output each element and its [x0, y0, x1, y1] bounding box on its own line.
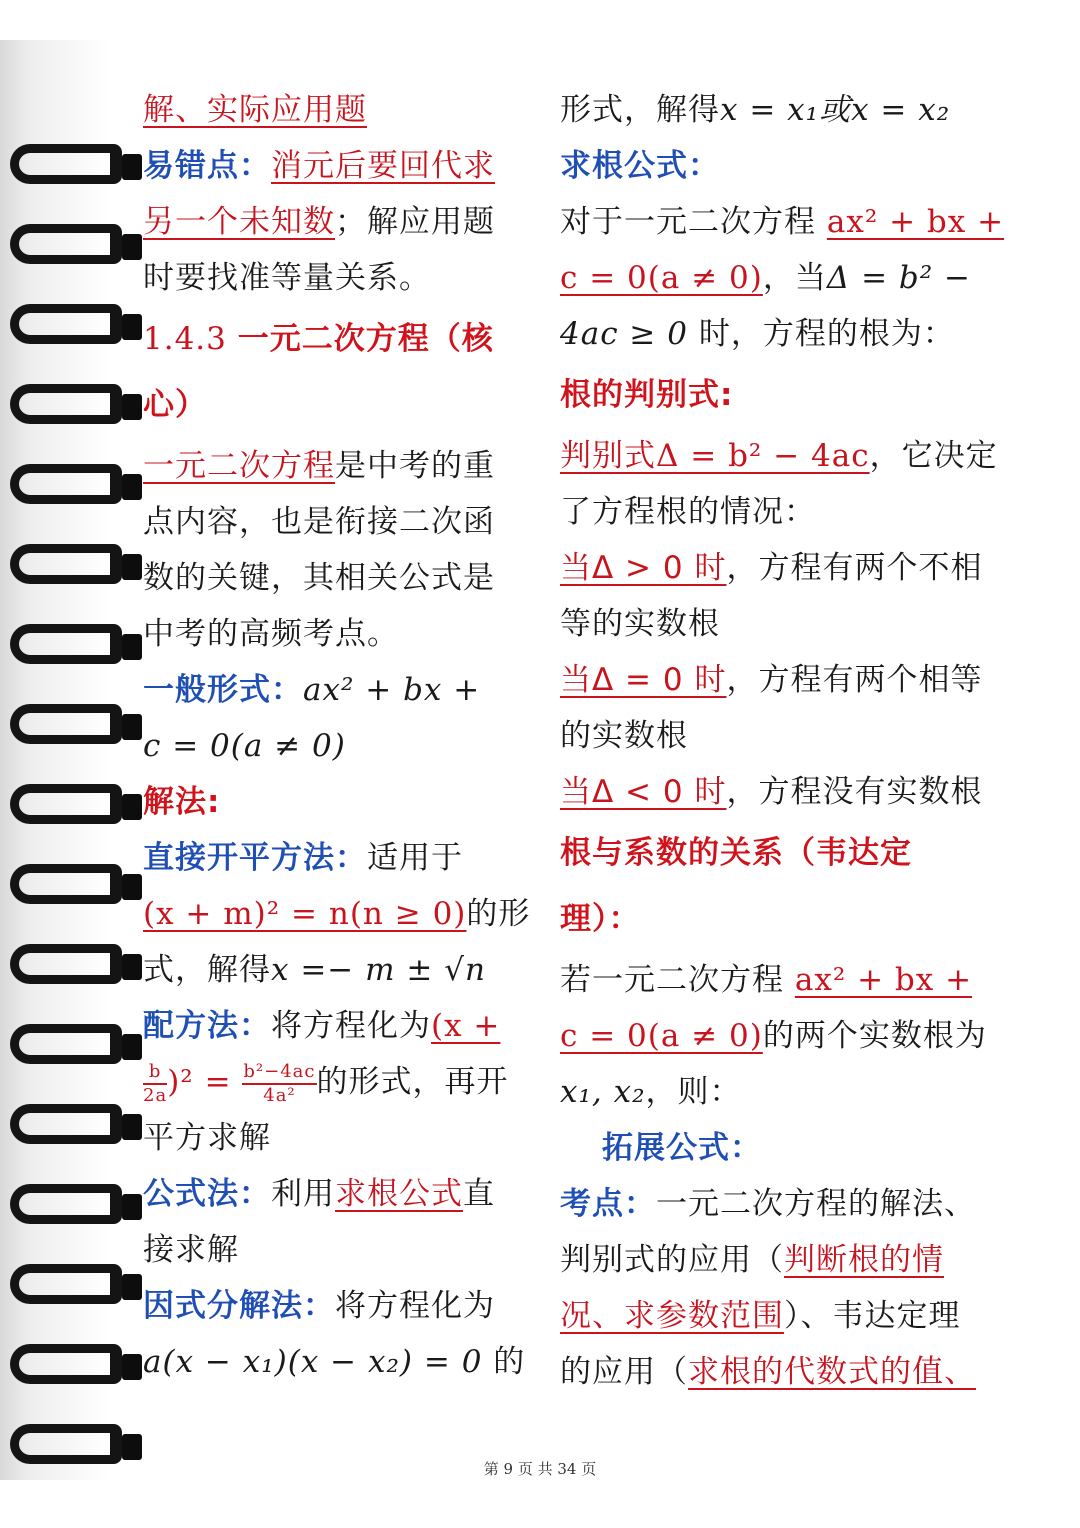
exam-point-label: 考点： — [560, 1186, 656, 1222]
body-text: 时要找准等量关系。 — [143, 260, 431, 296]
text-line — [560, 1232, 1000, 1288]
binding-ring — [10, 140, 135, 192]
highlight-text: 消元后要回代求 — [271, 148, 495, 184]
formula: (x + — [431, 1008, 501, 1044]
body-text: 若一元二次方程 — [560, 962, 795, 998]
binding-ring — [10, 1020, 135, 1072]
text-line — [143, 82, 518, 138]
text-line — [143, 830, 518, 886]
text-line — [143, 550, 518, 606]
binding-ring — [10, 380, 135, 432]
method-label: 直接开平方法： — [143, 840, 367, 876]
subheading — [560, 886, 1000, 952]
extended-formula-label: 拓展公式： — [602, 1130, 762, 1166]
formula: x =− m ± √n — [271, 952, 486, 988]
text-line — [143, 438, 518, 494]
formula: )² = — [167, 1064, 232, 1100]
section-heading — [143, 306, 518, 372]
body-text: 的 — [482, 1344, 526, 1380]
text-line — [560, 1120, 1000, 1176]
highlight-text: 判断根的情 — [784, 1242, 944, 1278]
body-text: 时，方程的根为： — [687, 316, 955, 352]
formula: x = x₁或x = x₂ — [720, 92, 951, 128]
text-line — [143, 1166, 518, 1222]
formula: ax² + bx + — [303, 672, 481, 708]
body-text: ，方程没有实数根 — [726, 774, 983, 810]
text-line — [143, 942, 518, 998]
binding-ring — [10, 940, 135, 992]
methods-heading: 解法: — [143, 784, 221, 820]
body-text: 的两个实数根为 — [762, 1018, 987, 1054]
formula: x₁, x₂ — [560, 1074, 646, 1110]
text-line — [143, 194, 518, 250]
method-label: 配方法： — [143, 1008, 271, 1044]
vieta-heading: 理）： — [560, 901, 641, 937]
binding-ring — [10, 540, 135, 592]
binding-ring — [10, 1260, 135, 1312]
body-text: 将方程化为 — [335, 1288, 495, 1324]
subheading — [560, 362, 1000, 428]
body-text: 对于一元二次方程 — [560, 204, 827, 240]
text-line — [143, 1278, 518, 1334]
formula: (x + m)² = n(n ≥ 0) — [143, 896, 467, 932]
body-text: 的应用（ — [560, 1354, 688, 1390]
text-line — [143, 1334, 526, 1390]
spiral-binding — [0, 40, 140, 1480]
vieta-heading: 根与系数的关系（韦达定 — [560, 835, 912, 871]
text-line — [560, 82, 1000, 138]
formula: c = 0(a ≠ 0) — [560, 260, 763, 296]
body-text: ，则： — [645, 1074, 742, 1110]
left-column — [143, 82, 531, 1390]
text-line — [560, 138, 1000, 194]
text-line — [560, 428, 1000, 484]
text-line — [560, 250, 1000, 306]
body-text: 利用 — [271, 1176, 335, 1212]
body-text: ，方程有两个相等 — [726, 662, 983, 698]
body-text: 的形 — [466, 896, 531, 932]
discriminant-heading: 根的判别式: — [560, 377, 734, 413]
text-line — [560, 652, 1000, 708]
highlight-text: 求根公式 — [335, 1176, 463, 1212]
formula: ax² + bx + — [794, 962, 973, 998]
body-text: 接求解 — [143, 1232, 239, 1268]
text-line — [143, 138, 518, 194]
section-title: 心） — [143, 387, 207, 423]
formula: Δ = b² − — [826, 260, 972, 296]
binding-ring — [10, 220, 135, 272]
text-line — [560, 764, 1000, 820]
text-line — [143, 606, 518, 662]
text-line — [560, 952, 1000, 1008]
binding-ring — [10, 700, 135, 752]
right-column — [560, 82, 1005, 1400]
text-line — [560, 708, 1000, 764]
text-line — [560, 596, 1000, 652]
text-line — [560, 1176, 1000, 1232]
formula: ax² + bx + — [826, 204, 1005, 240]
body-text: 形式，解得 — [560, 92, 720, 128]
section-heading — [143, 372, 518, 438]
body-text: 是中考的重 — [335, 448, 495, 484]
body-text: 的实数根 — [560, 718, 688, 754]
text-line — [560, 1344, 1000, 1400]
binding-ring — [10, 780, 135, 832]
body-text: ）、韦达定理 — [784, 1298, 961, 1334]
body-text: 的形式，再开 — [316, 1064, 509, 1100]
body-text: ，当 — [762, 260, 827, 296]
text-line — [143, 250, 518, 306]
text-line — [143, 1054, 518, 1110]
body-text: 点内容，也是衔接二次函 — [143, 504, 495, 540]
text-line — [560, 194, 1005, 250]
root-formula-label: 求根公式： — [560, 148, 720, 184]
body-text: 中考的高频考点。 — [143, 616, 399, 652]
formula: a(x − x₁)(x − x₂) = 0 — [143, 1344, 483, 1380]
body-text: 式，解得 — [143, 952, 271, 988]
subheading — [560, 820, 1000, 886]
highlight-text: 另一个未知数 — [143, 204, 335, 240]
text-line — [560, 1064, 1000, 1120]
formula: c = 0(a ≠ 0) — [143, 728, 346, 764]
body-text: 数的关键，其相关公式是 — [143, 560, 495, 596]
text-line — [143, 662, 518, 718]
binding-ring — [10, 460, 135, 512]
page-footer: 第 9 页 共 34 页 — [483, 1460, 597, 1478]
body-text: 等的实数根 — [560, 606, 720, 642]
binding-ring — [10, 1100, 135, 1152]
body-text: 平方求解 — [143, 1120, 271, 1156]
binding-ring — [10, 300, 135, 352]
fraction: $\frac{b}{2a}$ — [143, 1060, 168, 1106]
section-number: 1.4.3 — [143, 321, 238, 357]
condition-text: 当Δ < 0 时 — [560, 774, 727, 810]
binding-ring — [10, 1180, 135, 1232]
text-line — [143, 494, 518, 550]
section-title: 一元二次方程（核 — [237, 321, 494, 357]
text-line — [143, 998, 518, 1054]
body-text: ，它决定 — [869, 438, 998, 474]
body-text: 适用于 — [367, 840, 463, 876]
text-line — [560, 484, 1000, 540]
general-form-label: 一般形式： — [143, 672, 303, 708]
body-text: 直 — [463, 1176, 495, 1212]
formula: 判别式Δ = b² − 4ac — [560, 438, 870, 474]
highlight-text: 求根的代数式的值、 — [688, 1354, 976, 1390]
error-prone-label: 易错点： — [143, 148, 271, 184]
highlight-text: 解、实际应用题 — [143, 92, 367, 128]
text-line — [143, 774, 518, 830]
text-line — [143, 1222, 518, 1278]
highlight-text: 一元二次方程 — [143, 448, 335, 484]
condition-text: 当Δ > 0 时 — [560, 550, 727, 586]
body-text: 将方程化为 — [271, 1008, 431, 1044]
body-text: 了方程根的情况： — [560, 494, 816, 530]
body-text: 判别式的应用（ — [560, 1242, 784, 1278]
method-label: 因式分解法： — [143, 1288, 335, 1324]
text-line — [143, 1110, 518, 1166]
highlight-text: 况、求参数范围 — [560, 1298, 784, 1334]
text-line — [560, 1288, 1000, 1344]
binding-ring — [10, 620, 135, 672]
fraction: $\frac{\text{b²−4ac}}{\text{4a²}}$ — [243, 1060, 316, 1106]
body-text: ；解应用题 — [335, 204, 495, 240]
method-label: 公式法： — [143, 1176, 271, 1212]
body-text: ，方程有两个不相 — [726, 550, 983, 586]
body-text: 一元二次方程的解法、 — [656, 1186, 976, 1222]
text-line — [560, 540, 1000, 596]
text-line — [560, 1008, 1000, 1064]
text-line — [560, 306, 1000, 362]
text-line — [143, 718, 518, 774]
binding-ring — [10, 860, 135, 912]
formula: c = 0(a ≠ 0) — [560, 1018, 763, 1054]
text-line — [143, 886, 531, 942]
binding-ring — [10, 1340, 135, 1392]
formula: 4ac ≥ 0 — [560, 316, 688, 352]
condition-text: 当Δ = 0 时 — [560, 662, 727, 698]
